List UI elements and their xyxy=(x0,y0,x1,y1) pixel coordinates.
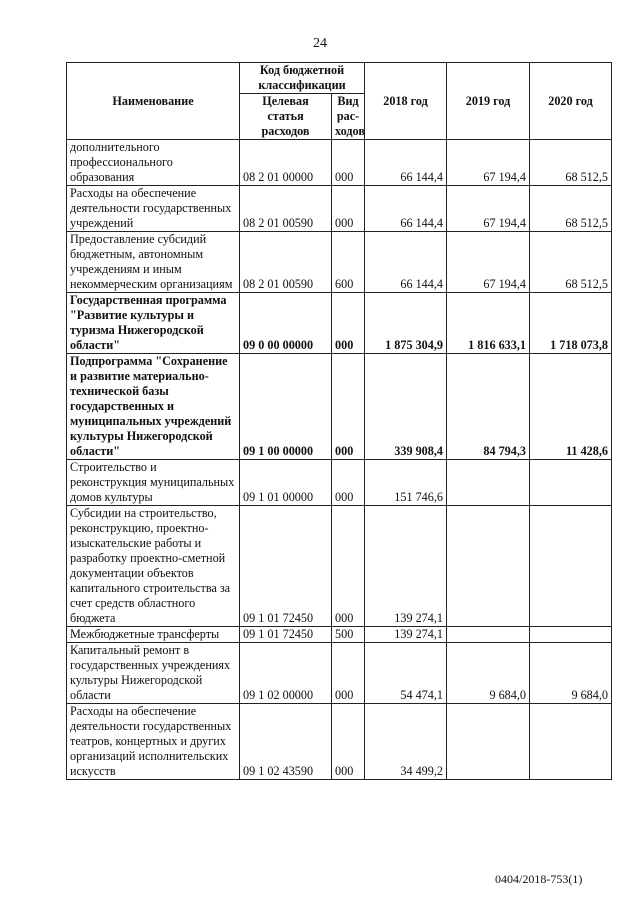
row-code: 08 2 01 00000 xyxy=(240,140,332,186)
row-code: 09 0 00 00000 xyxy=(240,293,332,354)
row-2020: 68 512,5 xyxy=(530,140,612,186)
row-type: 000 xyxy=(332,354,365,460)
table-row xyxy=(67,627,612,643)
row-2018: 139 274,1 xyxy=(365,627,447,643)
row-name: Строительство и реконструкция муниципальных домов культуры xyxy=(67,460,240,506)
table-row xyxy=(67,293,612,354)
row-2019: 67 194,4 xyxy=(447,186,530,232)
row-2020: 9 684,0 xyxy=(530,643,612,704)
table-row xyxy=(67,140,612,186)
page-number: 24 xyxy=(313,36,327,51)
row-type: 000 xyxy=(332,293,365,354)
row-2018: 34 499,2 xyxy=(365,704,447,780)
row-2020 xyxy=(530,460,612,506)
table-row xyxy=(67,506,612,627)
table-row xyxy=(67,354,612,460)
table-row xyxy=(67,643,612,704)
row-name: Субсидии на строительство, реконструкцию, проектно-изыскательские работы и разработку проектно-сметной документации объектов капитального строительства за счет средств областного бюджета xyxy=(67,506,240,627)
table-row xyxy=(67,232,612,293)
row-type: 000 xyxy=(332,643,365,704)
row-2018: 54 474,1 xyxy=(365,643,447,704)
row-name: Межбюджетные трансферты xyxy=(67,627,240,643)
row-2020 xyxy=(530,627,612,643)
header-2018: 2018 год xyxy=(365,63,447,140)
row-name: Капитальный ремонт в государственных учреждениях культуры Нижегородской области xyxy=(67,643,240,704)
row-type: 600 xyxy=(332,232,365,293)
row-2018: 66 144,4 xyxy=(365,186,447,232)
row-2018: 139 274,1 xyxy=(365,506,447,627)
row-code: 09 1 01 72450 xyxy=(240,627,332,643)
row-2020: 68 512,5 xyxy=(530,186,612,232)
row-name: Расходы на обеспечение деятельности государственных театров, концертных и других организаций исполнительских искусств xyxy=(67,704,240,780)
header-type: Вид рас-ходов xyxy=(332,94,365,140)
row-2019: 9 684,0 xyxy=(447,643,530,704)
row-2020 xyxy=(530,704,612,780)
row-name: Государственная программа "Развитие культуры и туризма Нижегородской области" xyxy=(67,293,240,354)
row-name: Подпрограмма "Сохранение и развитие материально-технической базы государственных и муниципальных учреждений культуры Нижегородской области" xyxy=(67,354,240,460)
header-2019: 2019 год xyxy=(447,63,530,140)
row-name: Расходы на обеспечение деятельности государственных учреждений xyxy=(67,186,240,232)
row-2019: 1 816 633,1 xyxy=(447,293,530,354)
budget-table xyxy=(66,62,612,780)
header-2020: 2020 год xyxy=(530,63,612,140)
row-code: 09 1 02 00000 xyxy=(240,643,332,704)
header-code-group: Код бюджетной классификации xyxy=(240,63,365,94)
row-type: 000 xyxy=(332,186,365,232)
table-row xyxy=(67,460,612,506)
row-code: 09 1 00 00000 xyxy=(240,354,332,460)
row-2019 xyxy=(447,460,530,506)
row-2018: 151 746,6 xyxy=(365,460,447,506)
row-2019: 67 194,4 xyxy=(447,232,530,293)
row-type: 000 xyxy=(332,140,365,186)
row-name: дополнительного профессионального образования xyxy=(67,140,240,186)
row-2019: 84 794,3 xyxy=(447,354,530,460)
row-code: 08 2 01 00590 xyxy=(240,232,332,293)
row-name: Предоставление субсидий бюджетным, автономным учреждениям и иным некоммерческим организациям xyxy=(67,232,240,293)
row-2018: 339 908,4 xyxy=(365,354,447,460)
row-2019: 67 194,4 xyxy=(447,140,530,186)
row-code: 08 2 01 00590 xyxy=(240,186,332,232)
table-header xyxy=(67,63,612,140)
row-2020: 1 718 073,8 xyxy=(530,293,612,354)
row-2018: 1 875 304,9 xyxy=(365,293,447,354)
row-type: 000 xyxy=(332,704,365,780)
row-type: 000 xyxy=(332,506,365,627)
row-type: 500 xyxy=(332,627,365,643)
row-type: 000 xyxy=(332,460,365,506)
row-2020: 68 512,5 xyxy=(530,232,612,293)
row-code: 09 1 02 43590 xyxy=(240,704,332,780)
header-target: Целевая статья расходов xyxy=(240,94,332,140)
row-2020: 11 428,6 xyxy=(530,354,612,460)
row-2018: 66 144,4 xyxy=(365,140,447,186)
row-2018: 66 144,4 xyxy=(365,232,447,293)
row-code: 09 1 01 00000 xyxy=(240,460,332,506)
row-2019 xyxy=(447,627,530,643)
document-number: 0404/2018-753(1) xyxy=(495,872,583,886)
row-2019 xyxy=(447,704,530,780)
header-name: Наименование xyxy=(67,63,240,140)
table-row xyxy=(67,704,612,780)
row-2020 xyxy=(530,506,612,627)
row-2019 xyxy=(447,506,530,627)
table-row xyxy=(67,186,612,232)
row-code: 09 1 01 72450 xyxy=(240,506,332,627)
